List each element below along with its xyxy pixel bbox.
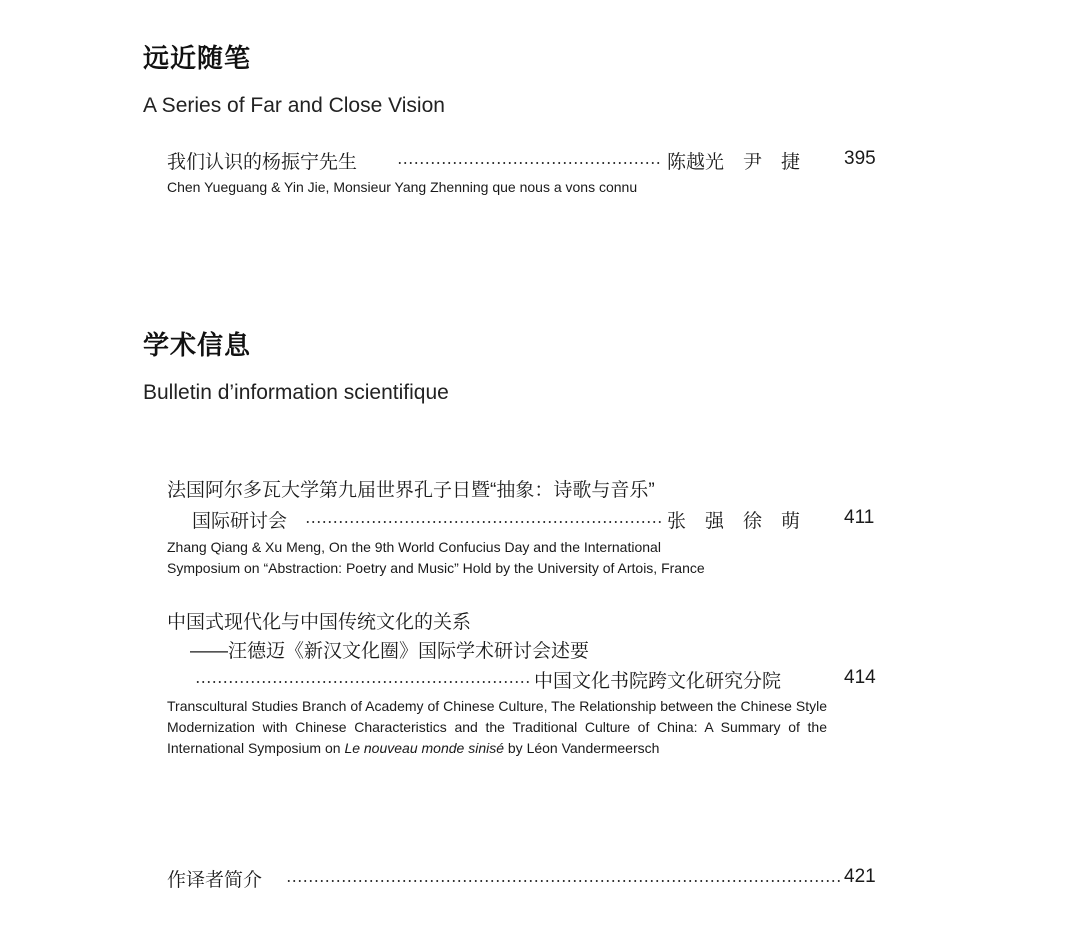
entry-page-number: 395: [844, 148, 876, 169]
dot-leader: [286, 879, 840, 883]
entry-authors: 陈越光 尹 捷: [667, 152, 801, 173]
entry-title-cn: 作译者简介: [167, 870, 263, 891]
section-title: 学术信息: [143, 330, 252, 360]
entry-title-en-italic: Le nouveau monde sinisé: [344, 740, 504, 756]
entry-title-en-line1: Zhang Qiang & Xu Meng, On the 9th World Confucius Day and the International: [167, 539, 661, 555]
section-subtitle: A Series of Far and Close Vision: [143, 94, 445, 117]
section-title: 远近随笔: [143, 43, 252, 73]
entry-title-en-text: Transcultural Studies Branch of Academy of Chinese Culture, The Relationship between the Chinese Style Modernization with Chinese Characteristics and the Traditional Culture of China: A Summary of the International Symposium on: [167, 698, 827, 756]
entry-title-cn-line1: 中国式现代化与中国传统文化的关系: [167, 612, 472, 633]
dot-leader: [195, 680, 529, 684]
entry-page-number: 411: [844, 507, 875, 528]
entry-title-cn-line1: 法国阿尔多瓦大学第九届世界孔子日暨“抽象：诗歌与音乐”: [167, 480, 655, 501]
entry-page-number: 421: [844, 866, 876, 887]
entry-title-en-line2: Symposium on “Abstraction: Poetry and Music” Hold by the University of Artois, France: [167, 560, 705, 576]
dot-leader: [305, 520, 662, 524]
entry-authors: 张 强 徐 萌: [667, 511, 801, 532]
entry-title-en-text-end: by Léon Vandermeersch: [504, 740, 660, 756]
entry-title-cn: 我们认识的杨振宁先生: [167, 152, 358, 173]
entry-title-cn-line2: 国际研讨会: [192, 511, 288, 532]
entry-title-cn-line2: ——汪德迈《新汉文化圈》国际学术研讨会述要: [190, 641, 590, 662]
entry-title-en: Chen Yueguang & Yin Jie, Monsieur Yang Zhenning que nous a vons connu: [167, 179, 638, 195]
entry-title-en: [167, 696, 827, 759]
dot-leader: [397, 161, 662, 165]
entry-page-number: 414: [844, 667, 876, 688]
entry-authors: 中国文化书院跨文化研究分院: [534, 671, 782, 692]
section-subtitle: Bulletin d’information scientifique: [143, 381, 449, 404]
